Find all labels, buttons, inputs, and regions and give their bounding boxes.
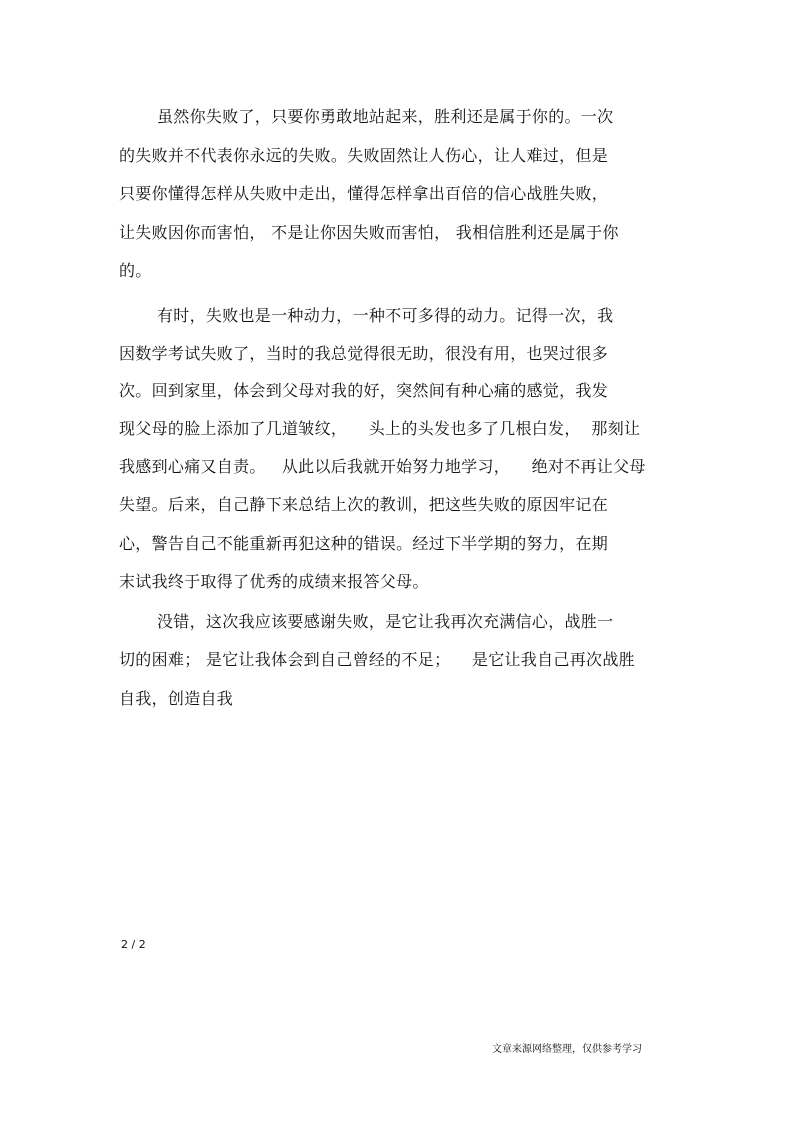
paragraph-line: 有时，失败也是一种动力，一种不可多得的动力。记得一次，我	[157, 306, 614, 325]
paragraph-line: 的失败并不代表你永远的失败。失败固然让人伤心，让人难过，但是	[119, 146, 609, 165]
paragraph-line: 自我，创造自我	[119, 689, 234, 708]
paragraph-line: 次。回到家里，体会到父母对我的好，突然间有种心痛的感觉，我发	[119, 381, 609, 400]
footer-source-note: 文章来源网络整理，仅供参考学习	[492, 1044, 642, 1055]
paragraph-line: 只要你懂得怎样从失败中走出，懂得怎样拿出百倍的信心战胜失败，	[119, 184, 609, 203]
paragraph-line: 因数学考试失败了，当时的我总觉得很无助，很没有用，也哭过很多	[119, 344, 609, 363]
paragraph-line: 我感到心痛又自责。 从此以后我就开始努力地学习， 绝对不再让父母	[119, 457, 646, 476]
paragraph-line: 失望。后来，自己静下来总结上次的教训，把这些失败的原因牢记在	[119, 495, 609, 514]
paragraph-line: 让失败因你而害怕， 不是让你因失败而害怕， 我相信胜利还是属于你	[119, 223, 619, 242]
paragraph-line: 的。	[119, 261, 152, 280]
paragraph-line: 末试我终于取得了优秀的成绩来报答父母。	[119, 572, 429, 591]
paragraph-line: 心，警告自己不能重新再犯这种的错误。经过下半学期的努力，在期	[119, 534, 609, 553]
paragraph-line: 虽然你失败了，只要你勇敢地站起来，胜利还是属于你的。一次	[157, 107, 614, 126]
paragraph-line: 现父母的脸上添加了几道皱纹， 头上的头发也多了几根白发， 那刻让	[119, 419, 641, 438]
paragraph-line: 没错，这次我应该要感谢失败，是它让我再次充满信心，战胜一	[157, 612, 614, 631]
page-number: 2 / 2	[121, 938, 146, 951]
paragraph-line: 切的困难； 是它让我体会到自己曾经的不足； 是它让我自己再次战胜	[119, 650, 635, 669]
